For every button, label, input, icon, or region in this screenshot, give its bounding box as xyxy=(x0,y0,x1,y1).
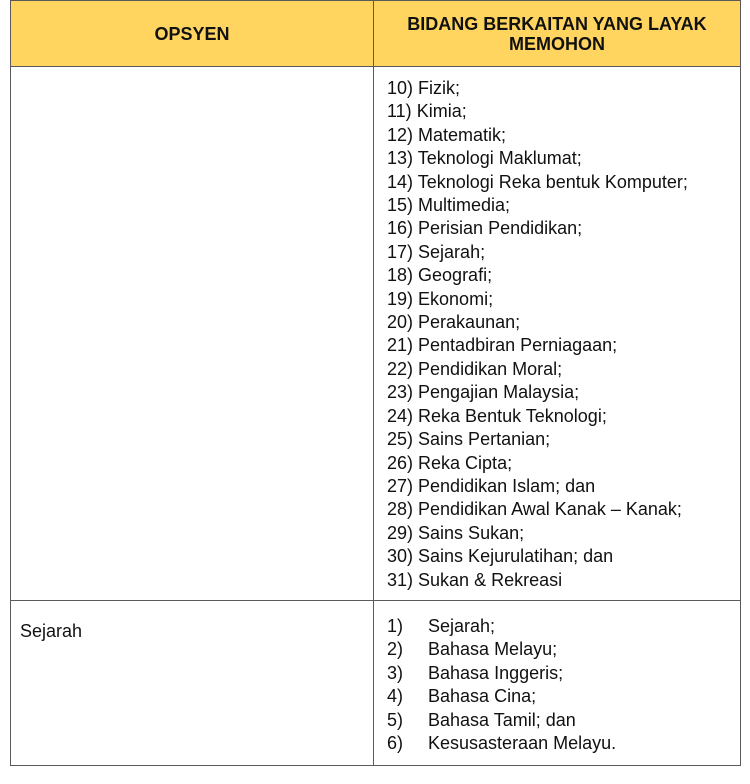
header-opsyen: OPSYEN xyxy=(11,1,374,67)
bidang-list xyxy=(374,67,740,600)
eligibility-table xyxy=(10,0,741,766)
item-text: Sukan & Rekreasi xyxy=(418,569,563,590)
item-number: 12) xyxy=(387,124,414,145)
list-item xyxy=(387,124,740,147)
list-item xyxy=(387,334,740,357)
list-item xyxy=(387,405,740,428)
item-number: 27) xyxy=(387,475,414,496)
item-text: Teknologi Maklumat; xyxy=(417,148,582,169)
item-number: 18) xyxy=(387,265,414,286)
item-text: Fizik; xyxy=(418,78,461,98)
table-row xyxy=(11,600,741,765)
bidang-cell xyxy=(374,67,741,601)
item-number: 31) xyxy=(387,569,414,590)
list-item xyxy=(387,638,740,661)
item-number: 15) xyxy=(387,195,414,216)
list-item xyxy=(387,194,740,217)
list-item xyxy=(387,358,740,381)
item-text: Sejarah; xyxy=(428,615,496,636)
list-item xyxy=(387,569,740,592)
list-item xyxy=(387,264,740,287)
item-number: 24) xyxy=(387,405,414,426)
item-text: Teknologi Reka bentuk Komputer; xyxy=(417,171,688,192)
header-bidang: BIDANG BERKAITAN YANG LAYAK MEMOHON xyxy=(374,1,741,67)
item-text: Bahasa Tamil; dan xyxy=(428,709,576,730)
item-number: 25) xyxy=(387,429,414,450)
item-text: Sejarah; xyxy=(418,241,486,262)
item-number: 17) xyxy=(387,241,414,262)
item-text: Bahasa Cina; xyxy=(428,686,537,707)
item-text: Bahasa Melayu; xyxy=(428,639,558,660)
item-number: 10) xyxy=(387,78,414,98)
list-item xyxy=(387,428,740,451)
item-number: 20) xyxy=(387,312,414,333)
item-text: Bahasa Inggeris; xyxy=(428,662,564,683)
item-text: Perisian Pendidikan; xyxy=(418,218,583,239)
item-text: Pengajian Malaysia; xyxy=(418,382,580,403)
item-text: Sains Kejurulatihan; dan xyxy=(418,546,614,567)
list-item xyxy=(387,685,740,708)
list-item xyxy=(387,662,740,685)
item-number: 6) xyxy=(387,732,404,753)
item-number: 13) xyxy=(387,148,414,169)
list-item xyxy=(387,217,740,240)
item-number: 26) xyxy=(387,452,414,473)
list-item xyxy=(387,452,740,475)
opsyen-cell xyxy=(11,67,374,601)
list-item xyxy=(387,100,740,123)
item-number: 22) xyxy=(387,358,414,379)
list-item xyxy=(387,545,740,568)
list-item xyxy=(387,147,740,170)
list-item xyxy=(387,288,740,311)
list-item xyxy=(387,522,740,545)
item-text: Kesusasteraan Melayu. xyxy=(428,732,617,753)
item-number: 1) xyxy=(387,615,404,636)
list-item xyxy=(387,475,740,498)
item-text: Kimia; xyxy=(416,101,467,122)
item-number: 5) xyxy=(387,709,404,730)
item-number: 4) xyxy=(387,686,404,707)
item-text: Pentadbiran Perniagaan; xyxy=(418,335,618,356)
item-text: Matematik; xyxy=(418,124,507,145)
item-text: Pendidikan Moral; xyxy=(418,358,563,379)
item-number: 3) xyxy=(387,662,404,683)
item-number: 23) xyxy=(387,382,414,403)
item-number: 28) xyxy=(387,499,414,520)
bidang-cell xyxy=(374,600,741,765)
item-number: 19) xyxy=(387,288,414,309)
item-text: Reka Bentuk Teknologi; xyxy=(418,405,607,426)
item-number: 21) xyxy=(387,335,414,356)
opsyen-cell: Sejarah xyxy=(11,600,374,765)
item-number: 30) xyxy=(387,546,414,567)
item-number: 11) xyxy=(387,101,412,122)
bidang-list xyxy=(374,601,740,765)
item-text: Pendidikan Awal Kanak – Kanak; xyxy=(418,499,682,520)
item-text: Sains Pertanian; xyxy=(418,429,551,450)
list-item xyxy=(387,732,740,755)
item-text: Reka Cipta; xyxy=(418,452,513,473)
item-text: Pendidikan Islam; dan xyxy=(418,475,596,496)
list-item xyxy=(387,615,740,638)
list-item xyxy=(387,171,740,194)
item-text: Perakaunan; xyxy=(418,312,521,333)
table-header-row xyxy=(11,1,741,67)
item-number: 2) xyxy=(387,639,404,660)
item-number: 14) xyxy=(387,171,414,192)
item-text: Sains Sukan; xyxy=(418,522,525,543)
item-text: Geografi; xyxy=(418,265,493,286)
list-item xyxy=(387,241,740,264)
item-text: Ekonomi; xyxy=(418,288,494,309)
item-text: Multimedia; xyxy=(418,195,511,216)
item-number: 16) xyxy=(387,218,414,239)
table-row xyxy=(11,67,741,601)
list-item xyxy=(387,498,740,521)
list-item xyxy=(387,77,740,100)
list-item xyxy=(387,381,740,404)
item-number: 29) xyxy=(387,522,414,543)
list-item xyxy=(387,709,740,732)
list-item xyxy=(387,311,740,334)
